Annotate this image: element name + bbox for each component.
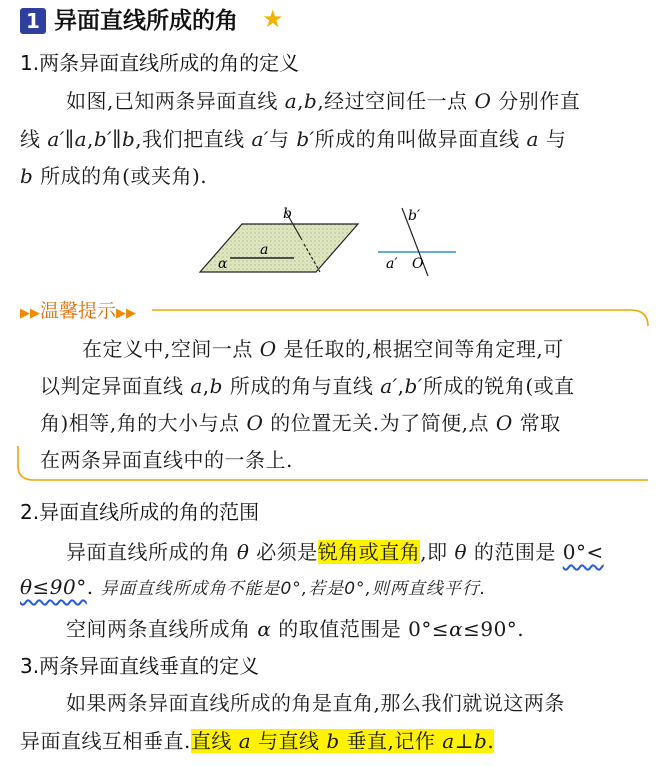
label-b: b [283,206,292,222]
label-a: a [260,242,269,258]
tips-line-2: 以判定异面直线 a,b 所成的角与直线 a′,b′所成的锐角(或直 [40,374,575,398]
range-line-3: 空间两条直线所成角 α 的取值范围是 0°≤α≤90°. [66,617,525,641]
perp-line-2: 异面直线互相垂直.直线 a 与直线 b 垂直,记作 a⊥b. [20,729,495,753]
skew-lines-figure [190,196,490,286]
tips-arrow-icon: ▶▶ [20,306,40,321]
label-b-prime: b′ [408,208,421,224]
def-line-3: b 所成的角(或夹角). [20,164,208,188]
section-number-badge: 1 [20,8,46,34]
def-line-1: 如图,已知两条异面直线 a,b,经过空间任一点 O 分别作直 [66,89,581,113]
handwritten-note: 异面直线所成角不能是0°,若是0°,则两直线平行. [100,579,487,599]
label-O: O [412,256,424,272]
range-line-2: θ≤90°. 异面直线所成角不能是0°,若是0°,则两直线平行. [20,575,487,599]
highlight-perp-notation: 直线 a 与直线 b 垂直,记作 a⊥b. [190,729,495,753]
tips-line-1: 在定义中,空间一点 O 是任取的,根据空间等角定理,可 [82,337,564,361]
range-line-1: 异面直线所成的角 θ 必须是锐角或直角,即 θ 的范围是 0°< [66,540,604,564]
star-icon: ★ [262,5,284,33]
section-title: 异面直线所成的角 [54,8,238,34]
highlight-acute-or-right: 锐角或直角 [317,540,421,564]
label-alpha: α [218,256,228,272]
tips-line-3: 角)相等,角的大小与点 O 的位置无关.为了简便,点 O 常取 [40,411,561,435]
definition-heading: 1.两条异面直线所成的角的定义 [20,51,300,75]
tips-label: ▶▶温馨提示▶▶ [20,300,137,322]
perpendicular-heading: 3.两条异面直线垂直的定义 [20,654,260,678]
perp-line-1: 如果两条异面直线所成的角是直角,那么我们就说这两条 [66,691,565,715]
label-a-prime: a′ [386,256,398,272]
tips-line-4: 在两条异面直线中的一条上. [40,448,293,472]
range-heading: 2.异面直线所成的角的范围 [20,500,260,524]
def-line-2: 线 a′∥a,b′∥b,我们把直线 a′与 b′所成的角叫做异面直线 a 与 [20,127,567,151]
tips-arrow-icon: ▶▶ [116,306,137,321]
